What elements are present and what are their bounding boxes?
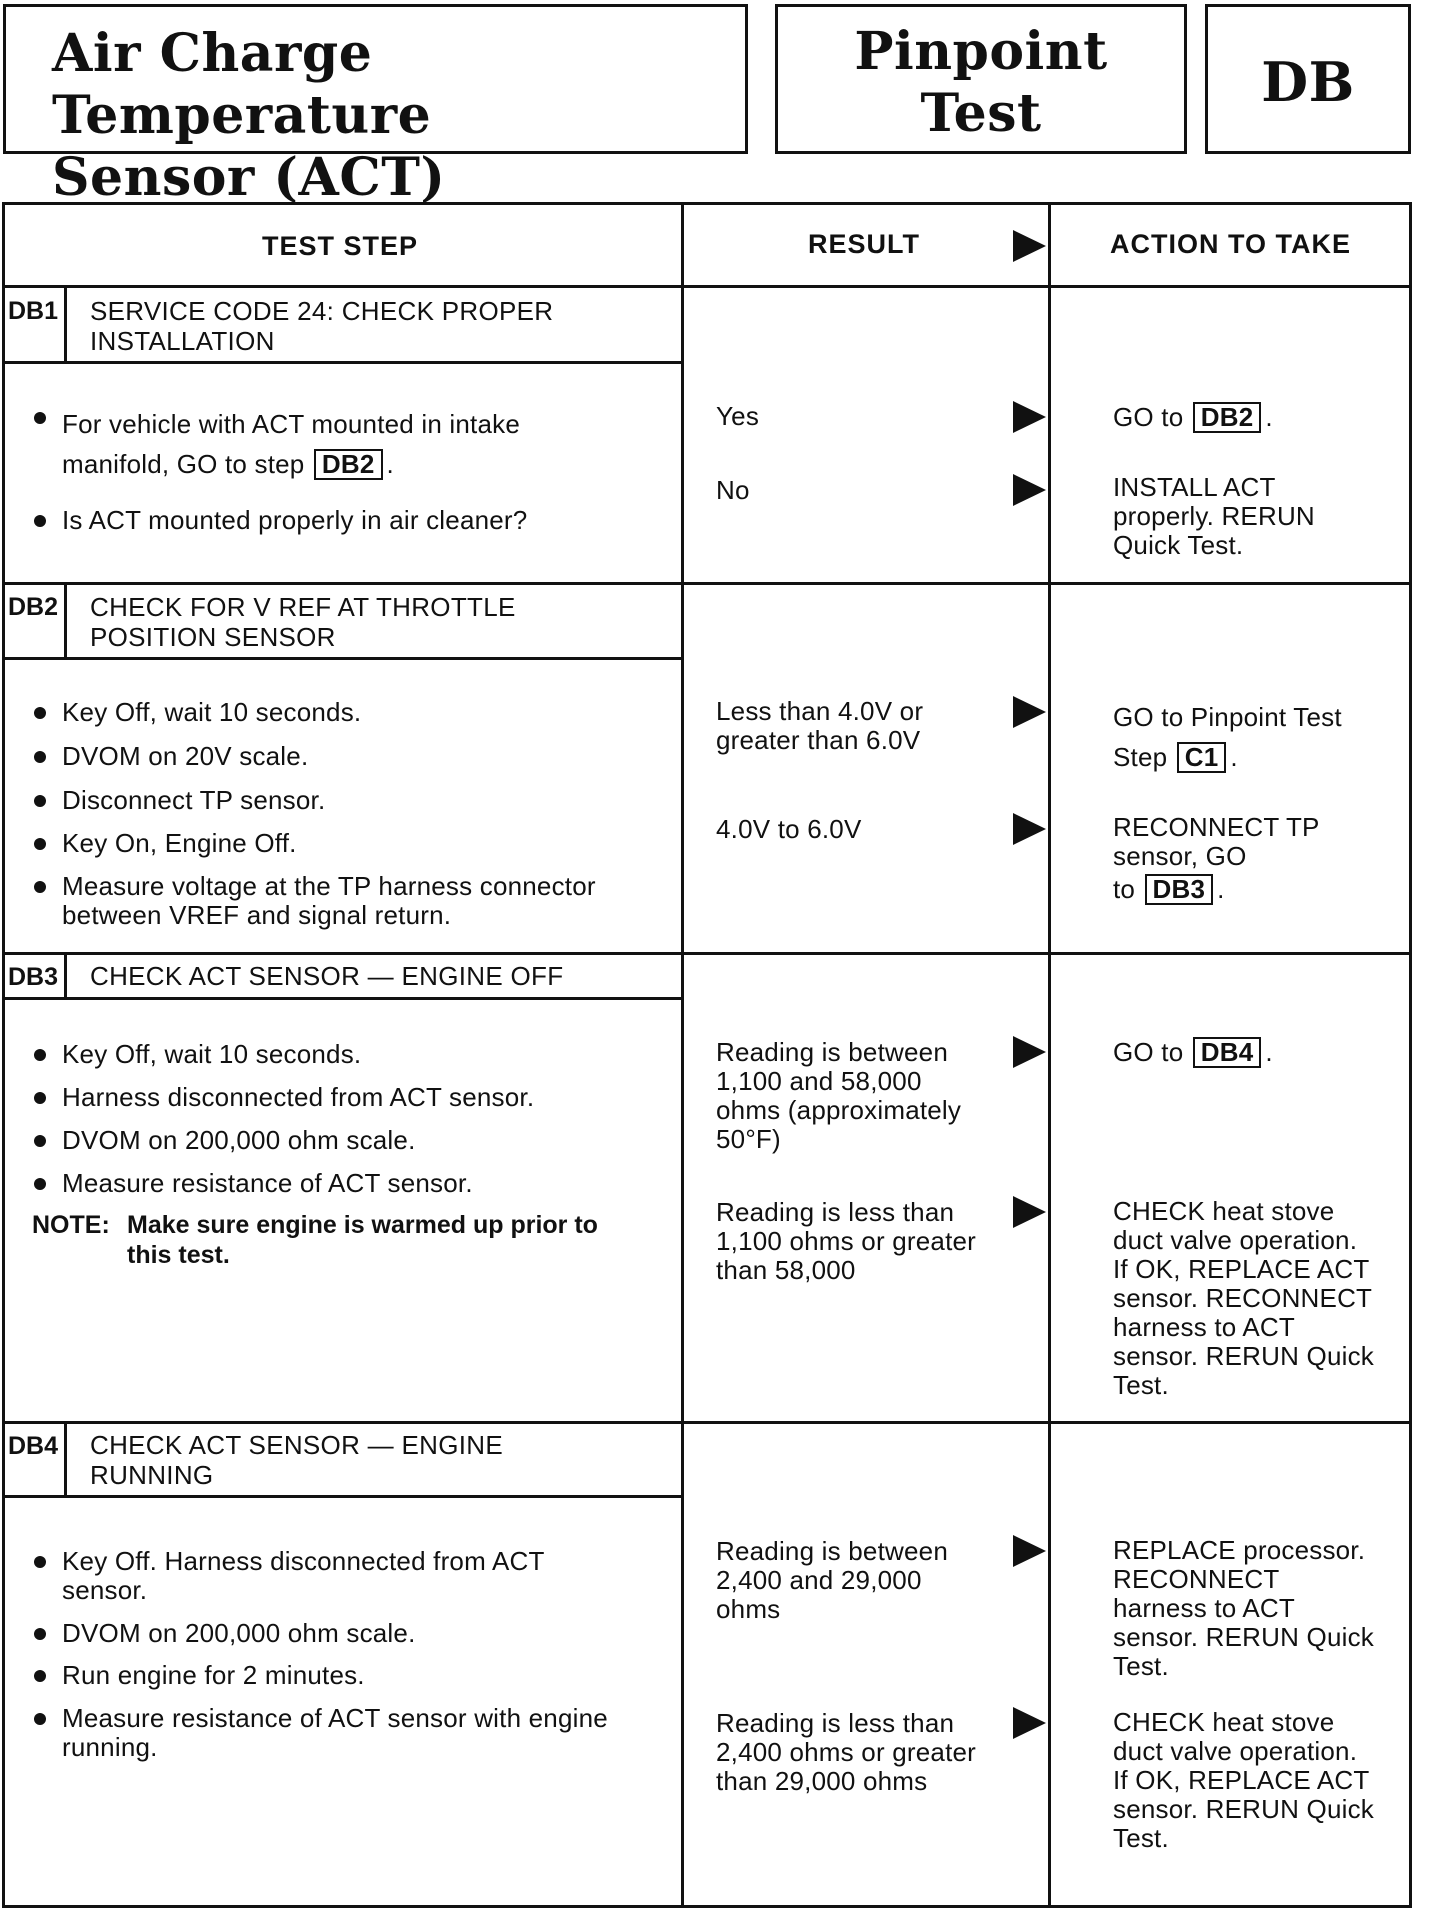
bullet-icon [34,795,46,807]
bullet-icon [34,1135,46,1147]
step-id-db1: DB1 [8,297,59,325]
db3-result-1: Reading is between 1,100 and 58,000 ohms (approximately 50°F) [716,1037,962,1154]
step-ref-c1[interactable]: C1 [1177,742,1227,773]
bullet-icon [34,1556,46,1568]
db3-action-2: CHECK heat stove duct valve operation. If OK, REPLACE ACT sensor. RECONNECT harness to ACT sensor. RERUN Quick Test. [1113,1196,1374,1400]
bullet-icon [34,838,46,850]
db4-instruction-3: Run engine for 2 minutes. [62,1660,365,1690]
pinpoint-label: Pinpoint Test [854,21,1108,144]
column-divider-result [681,202,684,1908]
db4-instruction-4: Measure resistance of ACT sensor with engine running. [62,1703,608,1762]
arrow-right-icon [1013,474,1046,506]
step-id-divider [64,285,67,363]
db2-instruction-3: Disconnect TP sensor. [62,785,326,815]
db3-note-label: NOTE: [32,1211,110,1239]
step-title-underline [2,657,682,660]
arrow-right-icon [1013,1707,1046,1739]
db4-action-1: REPLACE processor. RECONNECT harness to ACT sensor. RERUN Quick Test. [1113,1535,1374,1681]
bullet-icon [34,1178,46,1190]
bullet-icon [34,1713,46,1725]
step-ref-db4[interactable]: DB4 [1193,1037,1262,1068]
db1-instruction-1: For vehicle with ACT mounted in intake manifold, GO to step DB2 . [62,409,521,479]
db4-action-2: CHECK heat stove duct valve operation. If OK, REPLACE ACT sensor. RERUN Quick Test. [1113,1707,1374,1853]
bullet-icon [34,707,46,719]
db3-instruction-1: Key Off, wait 10 seconds. [62,1039,362,1069]
db2-instruction-2: DVOM on 20V scale. [62,741,309,771]
db3-note-text: Make sure engine is warmed up prior to this test. [127,1211,598,1269]
pinpoint-box [775,4,1187,154]
db2-result-1: Less than 4.0V or greater than 6.0V [716,696,924,755]
bullet-icon [34,1092,46,1104]
db2-result-2: 4.0V to 6.0V [716,814,862,844]
row-divider [2,952,1412,955]
step-id-db2: DB2 [8,593,59,621]
test-code: DB [1261,50,1355,114]
db4-result-2: Reading is less than 2,400 ohms or greater than 29,000 ohms [716,1708,977,1796]
step-id-divider [64,582,67,659]
row-divider [2,582,1412,585]
db4-result-1: Reading is between 2,400 and 29,000 ohms [716,1536,948,1624]
bullet-icon [34,1628,46,1640]
db1-action-1: GO to DB2 . [1113,402,1273,432]
db1-result-no: No [716,475,750,505]
document-title: Air Charge Temperature Sensor (ACT) [52,23,446,208]
bullet-icon [34,1670,46,1682]
arrow-right-icon [1013,813,1046,845]
db3-instruction-4: Measure resistance of ACT sensor. [62,1168,473,1198]
step-title-db3: CHECK ACT SENSOR — ENGINE OFF [90,961,564,991]
step-title-underline [2,361,682,364]
column-divider-action [1048,202,1051,1908]
step-id-divider [64,952,67,999]
bullet-icon [34,881,46,893]
db1-action-2: INSTALL ACT properly. RERUN Quick Test. [1113,472,1315,560]
db2-instruction-1: Key Off, wait 10 seconds. [62,697,362,727]
db1-result-yes: Yes [716,401,760,431]
header-row-divider [2,285,1412,288]
arrow-right-icon [1013,1535,1046,1567]
arrow-right-icon [1013,1196,1046,1228]
step-id-divider [64,1421,67,1497]
db2-instruction-4: Key On, Engine Off. [62,828,297,858]
row-divider [2,1421,1412,1424]
bullet-icon [34,515,46,527]
step-ref-db2[interactable]: DB2 [1193,402,1262,433]
db3-instruction-3: DVOM on 200,000 ohm scale. [62,1125,416,1155]
db3-result-2: Reading is less than 1,100 ohms or greater than 58,000 [716,1197,977,1285]
db4-instruction-1: Key Off. Harness disconnected from ACT sensor. [62,1546,545,1605]
arrow-right-icon [1013,1036,1046,1068]
bullet-icon [34,412,46,424]
column-header-test-step: TEST STEP [262,231,419,261]
step-ref-db2[interactable]: DB2 [314,449,383,480]
arrow-right-icon [1013,696,1046,728]
step-title-underline [2,997,682,1000]
db3-instruction-2: Harness disconnected from ACT sensor. [62,1082,535,1112]
db1-instruction-2: Is ACT mounted properly in air cleaner? [62,505,528,535]
arrow-right-icon [1013,401,1046,433]
db2-instruction-5: Measure voltage at the TP harness connector between VREF and signal return. [62,871,596,930]
arrow-right-icon [1013,230,1046,262]
bullet-icon [34,751,46,763]
step-title-underline [2,1495,682,1498]
db3-action-1: GO to DB4 . [1113,1037,1273,1067]
column-header-action: ACTION TO TAKE [1110,229,1351,259]
db2-action-2: RECONNECT TP sensor, GO to DB3 . [1113,812,1320,904]
column-header-result: RESULT [808,229,920,259]
step-id-db3: DB3 [8,963,59,991]
step-ref-db3[interactable]: DB3 [1145,874,1214,905]
db4-instruction-2: DVOM on 200,000 ohm scale. [62,1618,416,1648]
step-title-db1: SERVICE CODE 24: CHECK PROPER INSTALLATION [90,296,554,356]
bullet-icon [34,1049,46,1061]
title-box [3,4,748,208]
db2-action-1: GO to Pinpoint Test Step C1 . [1113,702,1342,772]
test-code-box [1205,4,1411,154]
step-title-db2: CHECK FOR V REF AT THROTTLE POSITION SENSOR [90,592,516,652]
step-id-db4: DB4 [8,1432,59,1460]
step-title-db4: CHECK ACT SENSOR — ENGINE RUNNING [90,1430,503,1490]
